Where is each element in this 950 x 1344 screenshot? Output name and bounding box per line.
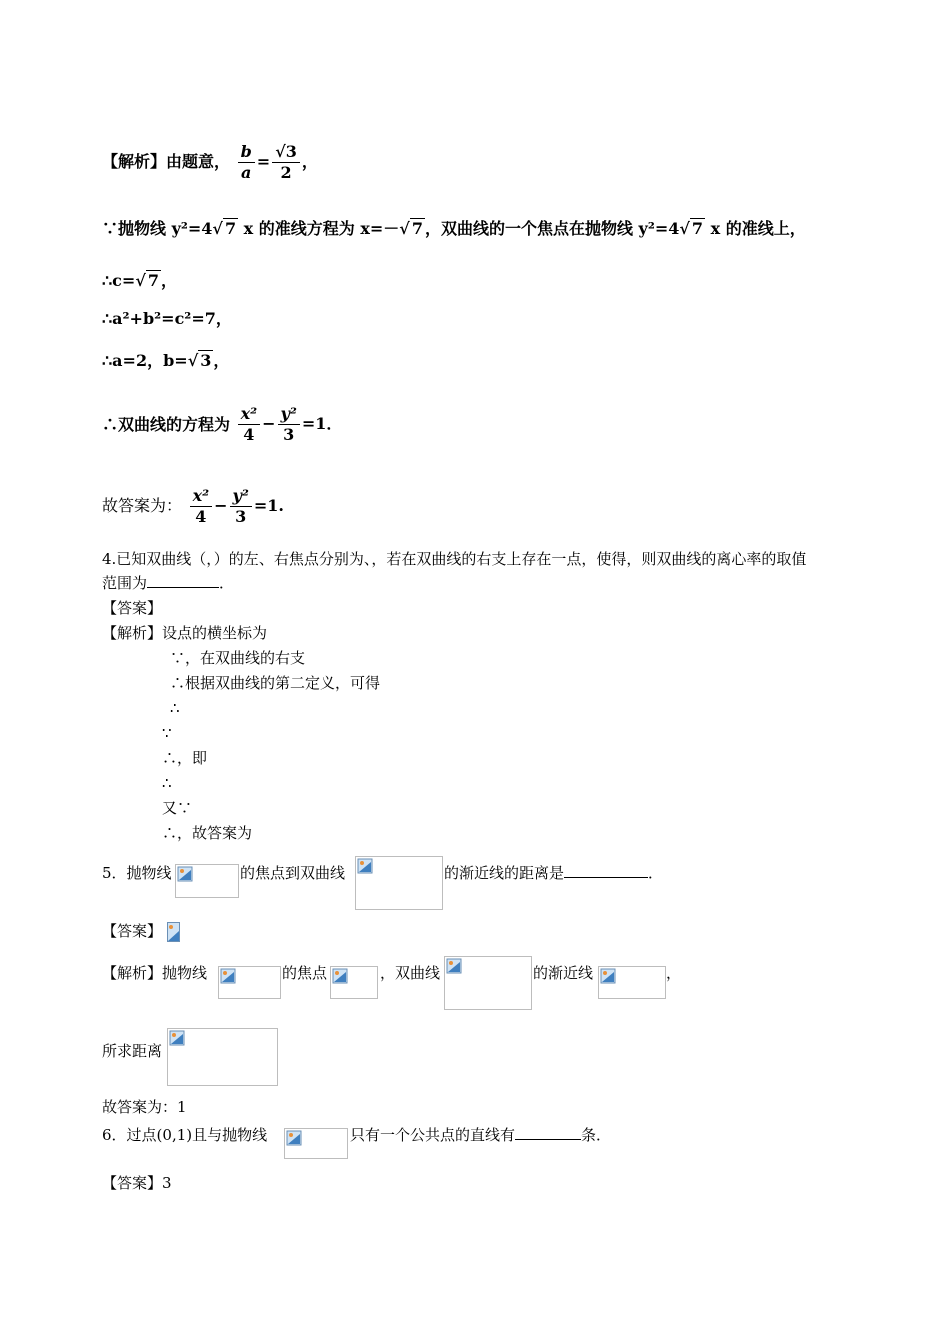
q4-step-1: ∵，在双曲线的右支	[170, 649, 306, 667]
text: 范围为	[102, 574, 148, 592]
sqrt-3: √ 3	[187, 351, 212, 370]
q5-analysis	[102, 962, 207, 984]
analysis-line-2	[102, 218, 806, 240]
analysis-line-3	[102, 270, 177, 292]
broken-image	[284, 1128, 348, 1159]
q4-answer: 【答案】	[102, 599, 163, 617]
broken-image-icon	[357, 858, 373, 874]
q4-step-4: ∵	[162, 724, 172, 742]
q5-p3: ，双曲线	[380, 964, 441, 982]
fraction-y2-over-3	[230, 486, 252, 527]
text: ，	[160, 271, 177, 290]
answer-blank	[515, 1125, 581, 1140]
q4-step-6: ∴	[162, 774, 172, 792]
analysis-line-5	[102, 350, 229, 372]
denominator: 3	[235, 507, 247, 526]
fraction-x2-over-4	[190, 486, 213, 527]
numerator: y²	[230, 486, 252, 507]
broken-image-icon	[286, 1130, 302, 1146]
text: =1.	[253, 496, 284, 515]
text: 只有一个公共点的直线有	[350, 1126, 516, 1144]
broken-image	[167, 1028, 278, 1086]
radicand: 7	[224, 219, 237, 238]
text: ，双曲线的一个焦点在抛物线 y²=4	[424, 219, 680, 238]
text: x 的准线上，	[710, 219, 806, 238]
fraction-sqrt3-over-2	[272, 142, 300, 183]
q5-final: 故答案为：1	[102, 1098, 187, 1116]
q4-line-1: 4.已知双曲线（，）的左、右焦点分别为、，若在双曲线的右支上存在一点，使得，则双曲线的离心率的取值	[102, 550, 807, 568]
text: ∴c=	[102, 271, 136, 290]
fraction-y2-over-3	[278, 404, 300, 445]
denominator: 2	[280, 163, 292, 182]
radicand: 7	[691, 219, 704, 238]
numerator: b	[238, 142, 255, 163]
q4-step-5: ∴，即	[162, 749, 208, 767]
broken-image-icon	[600, 968, 616, 984]
text: ．	[219, 574, 235, 592]
text: ∴a=2，b=	[102, 351, 188, 370]
sqrt-7: √ 7	[212, 219, 237, 238]
radicand: 7	[147, 271, 159, 290]
radicand: 3	[200, 351, 212, 370]
fraction-b-over-a	[238, 142, 255, 183]
broken-image	[598, 966, 666, 999]
answer-line	[102, 486, 284, 527]
analysis-line-4: ∴a²+b²=c²=7，	[102, 309, 232, 328]
q5-distance: 所求距离	[102, 1042, 163, 1060]
analysis-label: 【解析】	[102, 152, 167, 171]
q5-text-c	[444, 862, 663, 884]
q4-step-8: ∴，故答案为	[162, 824, 253, 842]
numerator: x²	[238, 404, 261, 425]
text: 抛物线	[162, 964, 208, 982]
text: 条．	[581, 1126, 612, 1144]
denominator: 4	[195, 507, 207, 526]
broken-image-icon	[446, 958, 462, 974]
broken-image-icon	[177, 866, 193, 882]
text: ，	[213, 351, 230, 370]
broken-image	[330, 966, 378, 999]
q5-p4: 的渐近线	[533, 964, 594, 982]
minus: −	[214, 496, 228, 515]
q4-step-7: 又∵	[162, 799, 193, 817]
numerator: √3	[272, 142, 300, 163]
text: ∵抛物线 y²=4	[102, 219, 213, 238]
text: 由题意，	[166, 152, 231, 171]
text: =1．	[301, 414, 343, 433]
text: 的渐近线的距离是	[444, 864, 565, 882]
text: ，	[301, 152, 318, 171]
denominator: 4	[243, 425, 255, 444]
equals: =	[256, 152, 271, 171]
sqrt-7: √ 7	[135, 271, 159, 290]
q5-text-b: 的焦点到双曲线	[240, 864, 346, 882]
text: x 的准线方程为 x=－	[243, 219, 400, 238]
text: ∴双曲线的方程为	[102, 415, 231, 434]
answer-blank	[564, 863, 648, 878]
text: ．	[648, 864, 664, 882]
broken-image	[175, 864, 239, 898]
analysis-label: 【解析】	[102, 624, 163, 642]
q6-text-a: 6．过点(0,1)且与抛物线	[102, 1126, 268, 1144]
broken-image	[355, 856, 443, 910]
q5-p2: 的焦点	[282, 964, 328, 982]
analysis-line-6	[102, 404, 342, 445]
denominator: a	[241, 163, 252, 182]
sqrt-7: √ 7	[679, 219, 704, 238]
numerator: x²	[190, 486, 213, 507]
broken-image-icon	[220, 968, 236, 984]
broken-image-icon	[167, 922, 180, 942]
answer-blank	[147, 573, 219, 588]
denominator: 3	[283, 425, 295, 444]
q4-step-3: ∴	[170, 699, 180, 717]
analysis-line-1	[102, 142, 318, 183]
analysis-label: 【解析】	[102, 964, 163, 982]
text: 故答案为：	[102, 496, 183, 515]
q4-analysis	[102, 622, 267, 644]
minus: −	[262, 414, 276, 433]
q4-step-2: ∴根据双曲线的第二定义，可得	[170, 674, 381, 692]
fraction-x2-over-4	[238, 404, 261, 445]
numerator: y²	[278, 404, 300, 425]
q5-text-a: 5．抛物线	[102, 864, 172, 882]
broken-image	[218, 966, 281, 999]
q6-text-b	[350, 1124, 611, 1146]
q5-p5: ，	[666, 964, 682, 982]
sqrt-7: √ 7	[399, 219, 423, 238]
q5-answer: 【答案】	[102, 922, 163, 940]
text: 设点的横坐标为	[162, 624, 268, 642]
q4-line-2	[102, 572, 234, 594]
broken-image-icon	[169, 1030, 185, 1046]
radicand: 7	[411, 219, 423, 238]
broken-image	[444, 956, 532, 1010]
broken-image-icon	[332, 968, 348, 984]
q6-answer: 【答案】3	[102, 1174, 172, 1192]
